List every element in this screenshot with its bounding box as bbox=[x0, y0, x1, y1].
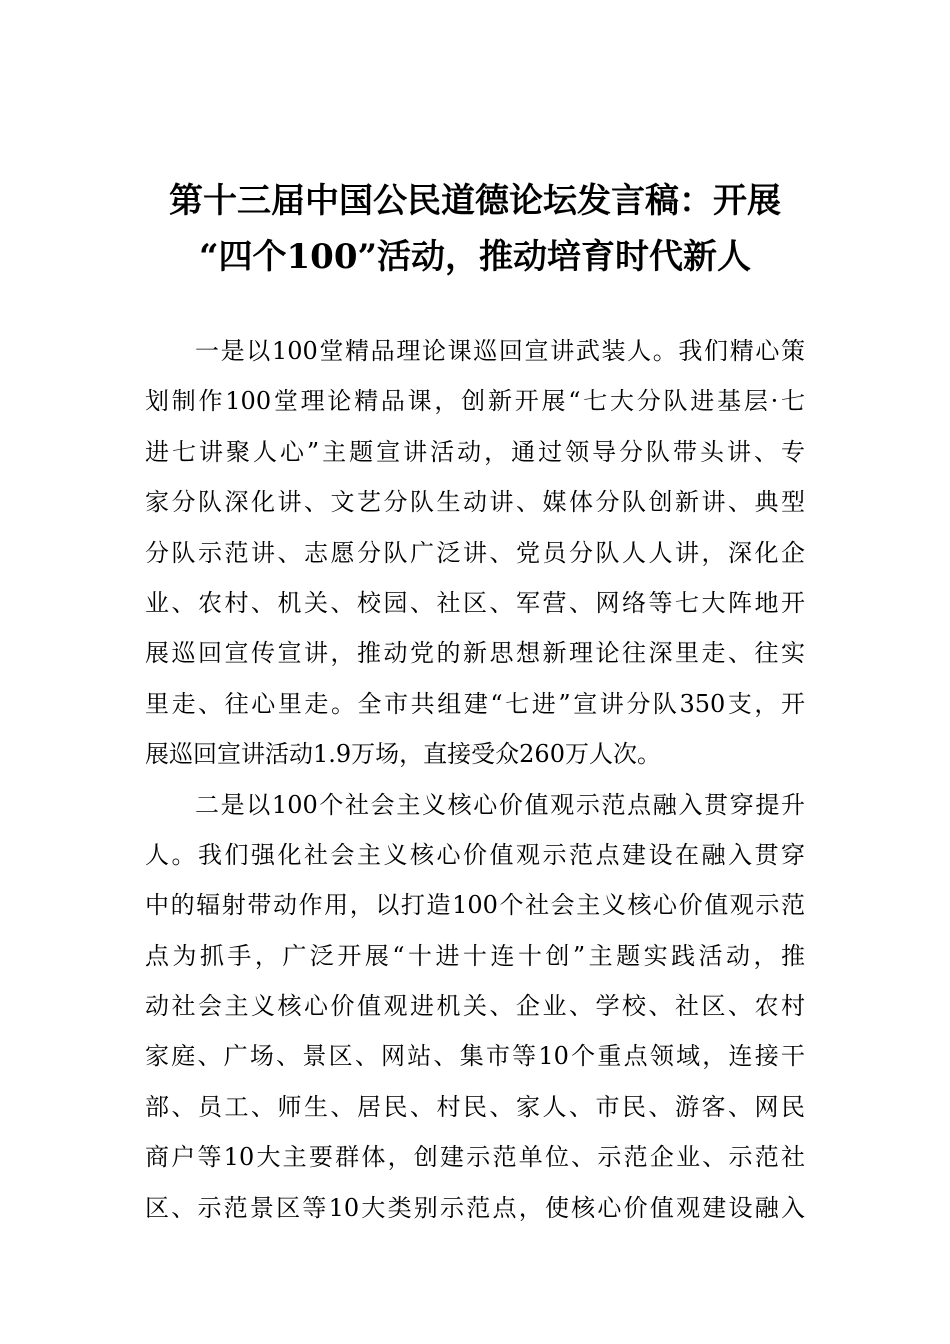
text-line: 展巡回宣传宣讲，推动党的新思想新理论往深里走、往实 bbox=[145, 639, 805, 668]
text-line: 人。我们强化社会主义核心价值观示范点建设在融入贯穿 bbox=[145, 840, 805, 869]
text-line: 点为抓手，广泛开展“十进十连十创”主题实践活动，推 bbox=[145, 941, 805, 970]
text-line: 划制作100堂理论精品课，创新开展“七大分队进基层·七 bbox=[145, 387, 805, 416]
document-body bbox=[145, 326, 805, 1233]
text-line: 二是以100个社会主义核心价值观示范点融入贯穿提升 bbox=[195, 790, 805, 819]
text-line: 区、示范景区等10大类别示范点，使核心价值观建设融入 bbox=[145, 1193, 805, 1222]
paragraph bbox=[145, 780, 805, 1234]
text-line: 中的辐射带动作用，以打造100个社会主义核心价值观示范 bbox=[145, 891, 805, 920]
text-line: 部、员工、师生、居民、村民、家人、市民、游客、网民 bbox=[145, 1092, 805, 1121]
paragraph bbox=[145, 326, 805, 780]
text-line: 业、农村、机关、校园、社区、军营、网络等七大阵地开 bbox=[145, 588, 805, 617]
title-line: 第十三届中国公民道德论坛发言稿：开展 bbox=[169, 181, 781, 221]
text-line: 商户等10大主要群体，创建示范单位、示范企业、示范社 bbox=[145, 1143, 805, 1172]
text-line: 分队示范讲、志愿分队广泛讲、党员分队人人讲，深化企 bbox=[145, 538, 805, 567]
title-line: “四个100”活动，推动培育时代新人 bbox=[198, 237, 752, 277]
text-line: 里走、往心里走。全市共组建“七进”宣讲分队350支，开 bbox=[145, 689, 805, 718]
text-line: 进七讲聚人心”主题宣讲活动，通过领导分队带头讲、专 bbox=[145, 437, 805, 466]
document-title bbox=[130, 173, 820, 285]
text-line: 家庭、广场、景区、网站、集市等10个重点领域，连接干 bbox=[145, 1042, 805, 1071]
text-line: 家分队深化讲、文艺分队生动讲、媒体分队创新讲、典型 bbox=[145, 488, 805, 517]
text-line: 一是以100堂精品理论课巡回宣讲武装人。我们精心策 bbox=[195, 337, 805, 365]
text-line: 动社会主义核心价值观进机关、企业、学校、社区、农村 bbox=[145, 992, 805, 1021]
text-line: 展巡回宣讲活动1.9万场，直接受众260万人次。 bbox=[145, 740, 661, 769]
